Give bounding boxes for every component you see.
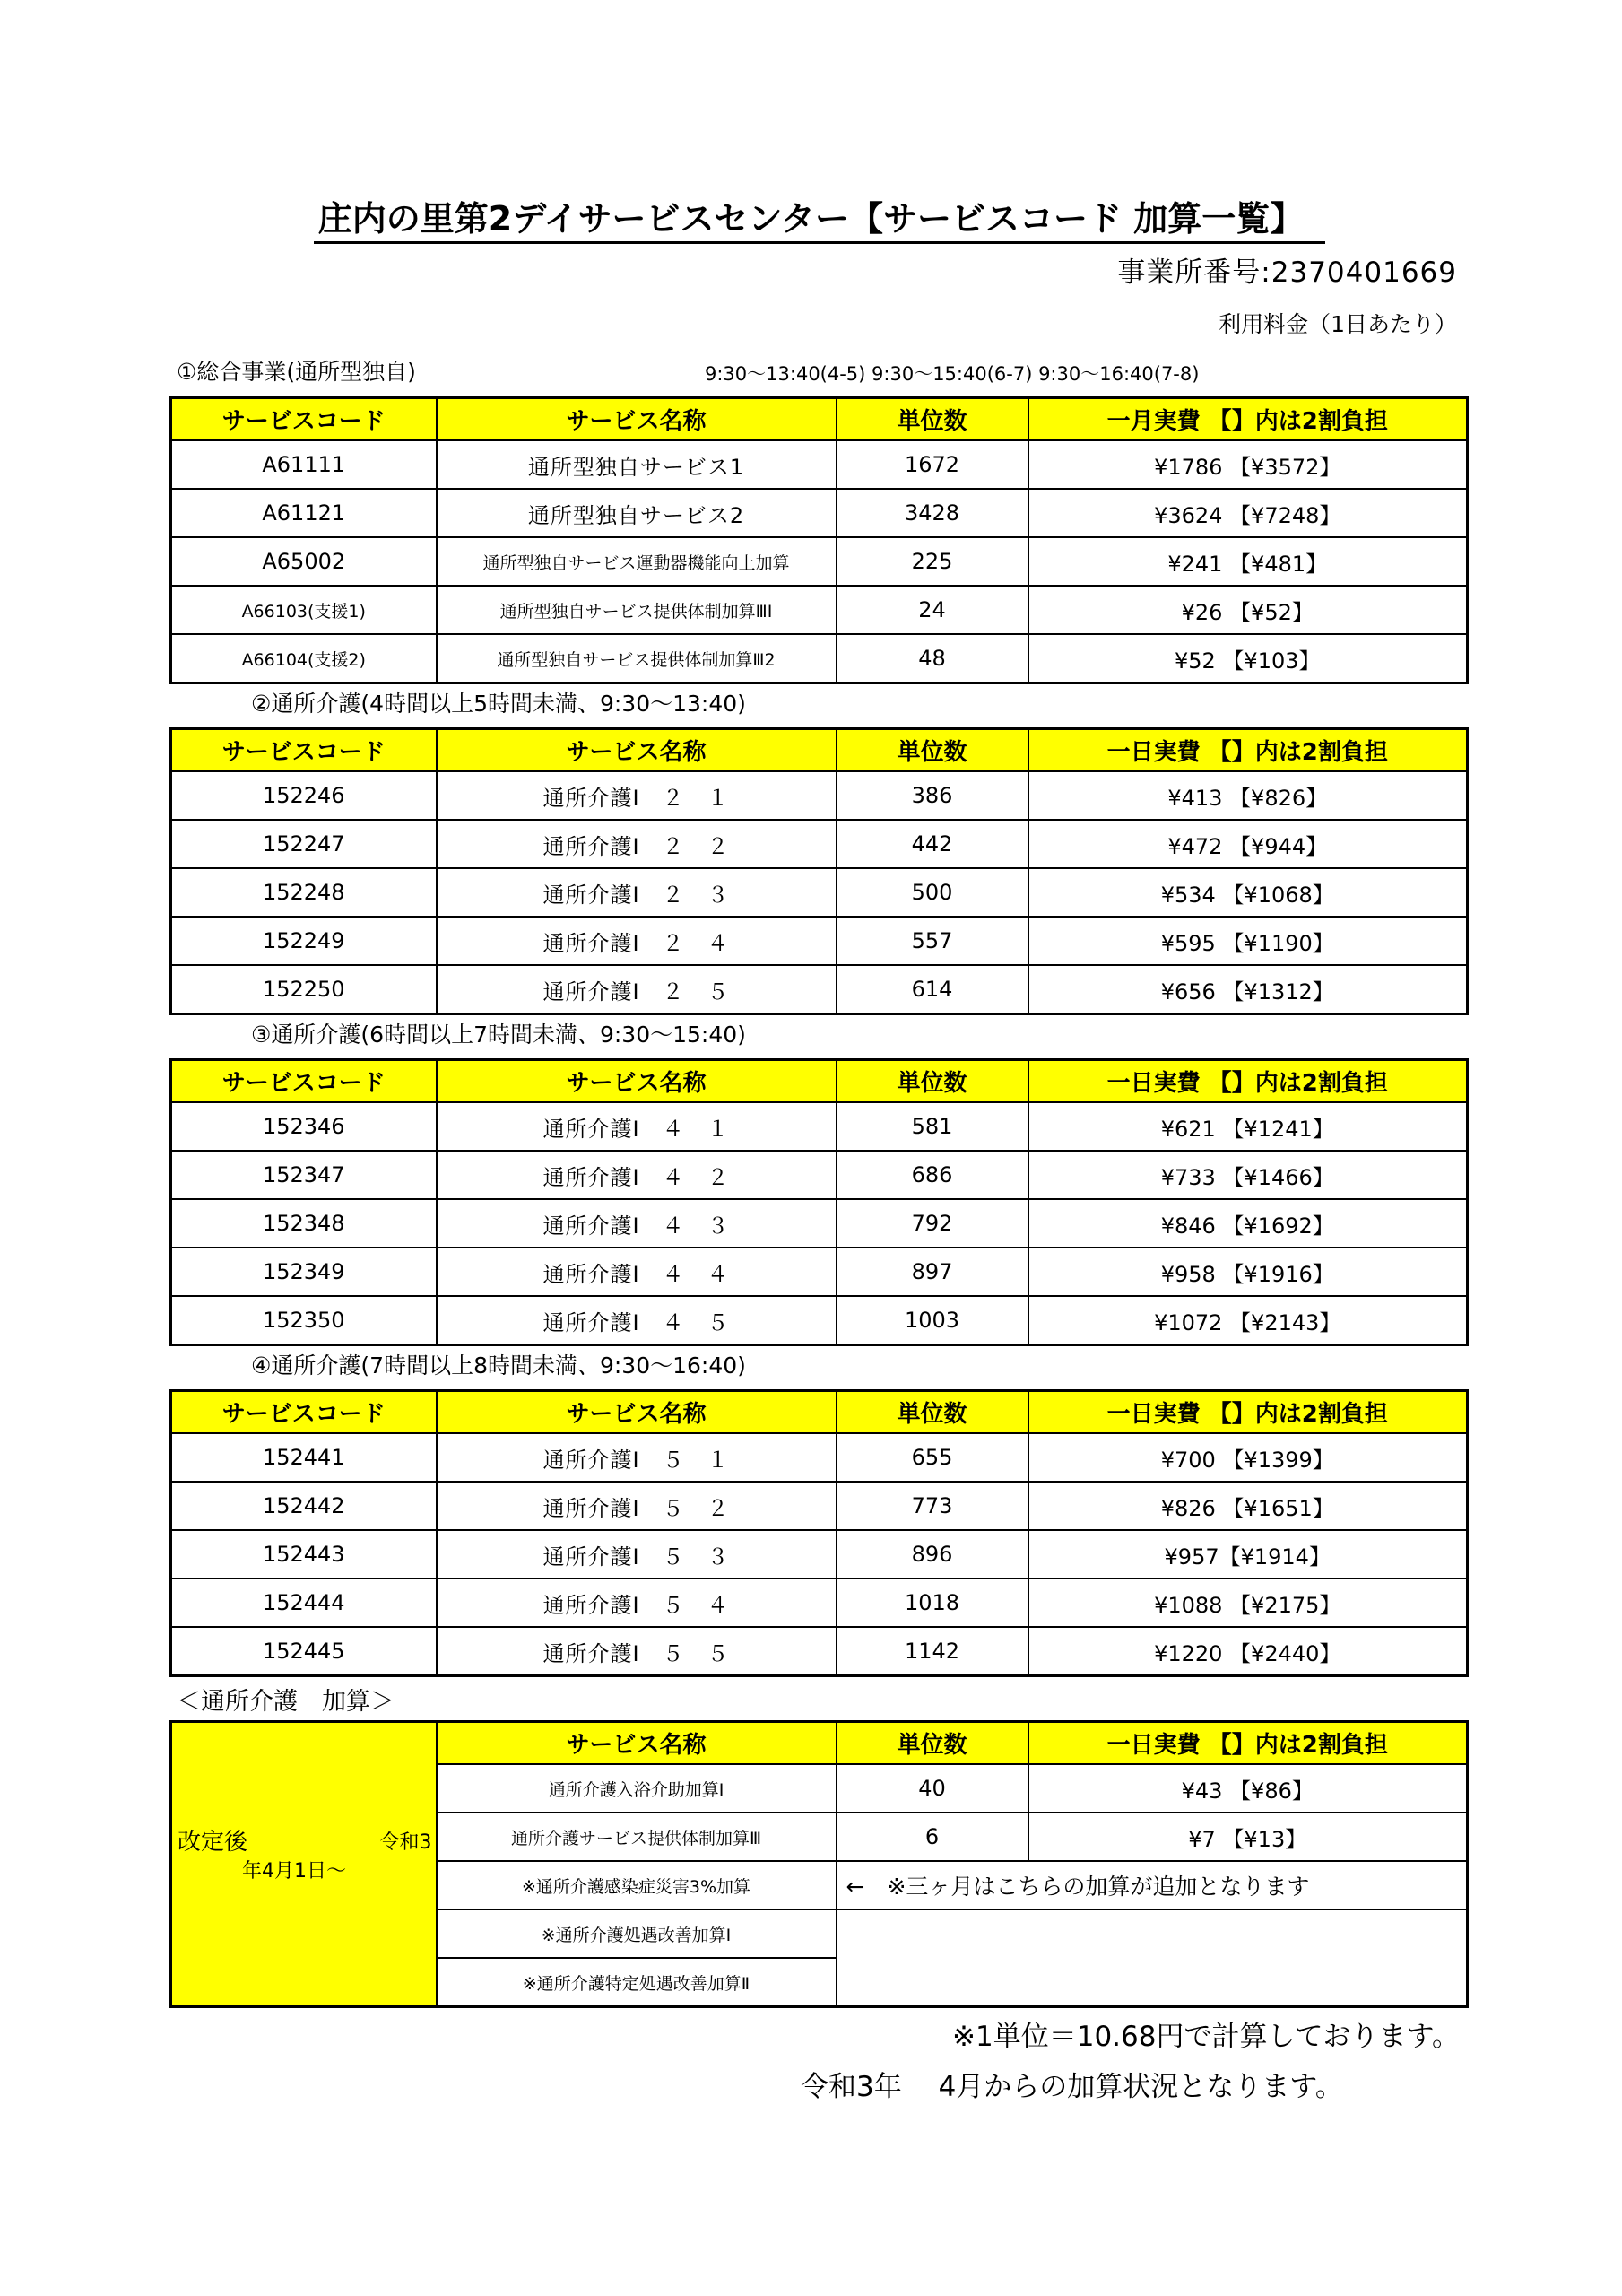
- service-name: ※通所介護処遇改善加算Ⅰ: [437, 1909, 837, 1958]
- cost: ¥1088 【¥2175】: [1028, 1578, 1468, 1627]
- units: 24: [837, 586, 1028, 634]
- revision-date: 年4月1日～: [242, 1860, 346, 1883]
- title-underline: [314, 241, 1325, 244]
- units: 48: [837, 634, 1028, 683]
- units: 773: [837, 1482, 1028, 1530]
- units: 686: [837, 1151, 1028, 1199]
- units: 40: [837, 1764, 1028, 1813]
- units: 386: [837, 771, 1028, 820]
- table-row: [171, 868, 1468, 917]
- header-units: 単位数: [837, 729, 1028, 772]
- table-row: [171, 917, 1468, 965]
- section-3-label: ③通所介護(6時間以上7時間未満、9:30～15:40): [251, 1022, 746, 1048]
- units: 1142: [837, 1627, 1028, 1676]
- service-name: 通所介護Ⅰ ４ ３: [437, 1199, 837, 1248]
- cost: ¥52 【¥103】: [1028, 634, 1468, 683]
- cost: ¥595 【¥1190】: [1028, 917, 1468, 965]
- service-name: 通所型独自サービス運動器機能向上加算: [437, 537, 837, 586]
- service-name: 通所介護Ⅰ ５ １: [437, 1433, 837, 1482]
- service-code: 152350: [171, 1296, 437, 1345]
- page-title: 庄内の里第2デイサービスセンター【サービスコード 加算一覧】: [317, 199, 1305, 239]
- service-name: 通所介護入浴介助加算Ⅰ: [437, 1764, 837, 1813]
- revision-label: 改定後: [178, 1829, 248, 1856]
- header-cost: 一月実費 【】内は2割負担: [1028, 398, 1468, 441]
- cost: ¥1072 【¥2143】: [1028, 1296, 1468, 1345]
- service-code: 152347: [171, 1151, 437, 1199]
- cost: ¥241 【¥481】: [1028, 537, 1468, 586]
- service-code: A61121: [171, 489, 437, 537]
- cost: ¥472 【¥944】: [1028, 820, 1468, 868]
- table-row: [171, 1627, 1468, 1676]
- section-1-hours: 9:30～13:40(4-5) 9:30～15:40(6-7) 9:30～16:40(7-8): [705, 363, 1200, 385]
- section-4-table: [169, 1389, 1469, 1677]
- header-service-code: サービスコード: [171, 1391, 437, 1434]
- service-name: 通所介護Ⅰ ４ ４: [437, 1248, 837, 1296]
- service-name: 通所介護Ⅰ ５ ３: [437, 1530, 837, 1578]
- service-code: A65002: [171, 537, 437, 586]
- service-name: 通所介護Ⅰ ４ ５: [437, 1296, 837, 1345]
- cost: ¥826 【¥1651】: [1028, 1482, 1468, 1530]
- office-number: 事業所番号:2370401669: [1117, 257, 1457, 289]
- table-row: [171, 820, 1468, 868]
- service-code: A66104(支援2): [171, 634, 437, 683]
- units: 1018: [837, 1578, 1028, 1627]
- revision-cell: [171, 1722, 437, 2007]
- service-name: 通所介護Ⅰ ２ ４: [437, 917, 837, 965]
- units: 655: [837, 1433, 1028, 1482]
- service-code: 152348: [171, 1199, 437, 1248]
- table-row: [171, 771, 1468, 820]
- service-name: 通所介護Ⅰ ２ １: [437, 771, 837, 820]
- service-name: 通所介護Ⅰ ４ １: [437, 1102, 837, 1151]
- units: 1672: [837, 440, 1028, 489]
- units: 500: [837, 868, 1028, 917]
- cost: ¥700 【¥1399】: [1028, 1433, 1468, 1482]
- section-2-table: [169, 727, 1469, 1015]
- service-name: ※通所介護特定処遇改善加算Ⅱ: [437, 1958, 837, 2007]
- service-name: 通所型独自サービス2: [437, 489, 837, 537]
- header-units: 単位数: [837, 1722, 1028, 1765]
- header-service-code: サービスコード: [171, 729, 437, 772]
- section-1-table: [169, 396, 1469, 684]
- table-row: [171, 537, 1468, 586]
- service-name: ※通所介護感染症災害3%加算: [437, 1861, 837, 1909]
- table-row: [171, 1530, 1468, 1578]
- service-code: 152247: [171, 820, 437, 868]
- header-service-name: サービス名称: [437, 1391, 837, 1434]
- service-code: 152441: [171, 1433, 437, 1482]
- service-name: 通所型独自サービス1: [437, 440, 837, 489]
- units: 1003: [837, 1296, 1028, 1345]
- header-service-code: サービスコード: [171, 398, 437, 441]
- service-code: 152444: [171, 1578, 437, 1627]
- header-cost: 一日実費 【】内は2割負担: [1028, 729, 1468, 772]
- service-code: 152346: [171, 1102, 437, 1151]
- cost: ¥534 【¥1068】: [1028, 868, 1468, 917]
- table-row: [171, 1151, 1468, 1199]
- service-name: 通所介護Ⅰ ２ ２: [437, 820, 837, 868]
- table-row: [171, 1199, 1468, 1248]
- table-row: [171, 634, 1468, 683]
- service-name: 通所介護Ⅰ ５ ５: [437, 1627, 837, 1676]
- service-code: 152442: [171, 1482, 437, 1530]
- table-row: [171, 1578, 1468, 1627]
- units: 792: [837, 1199, 1028, 1248]
- service-code: A61111: [171, 440, 437, 489]
- table-row: [171, 1296, 1468, 1345]
- table-row: [171, 1102, 1468, 1151]
- units: 614: [837, 965, 1028, 1014]
- header-cost: 一日実費 【】内は2割負担: [1028, 1060, 1468, 1103]
- units: 3428: [837, 489, 1028, 537]
- units: 557: [837, 917, 1028, 965]
- units: 896: [837, 1530, 1028, 1578]
- table-row: [171, 586, 1468, 634]
- cost: ¥656 【¥1312】: [1028, 965, 1468, 1014]
- cost: ¥26 【¥52】: [1028, 586, 1468, 634]
- section-4-label: ④通所介護(7時間以上8時間未満、9:30～16:40): [251, 1352, 746, 1378]
- cost: ¥3624 【¥7248】: [1028, 489, 1468, 537]
- service-name: 通所介護サービス提供体制加算Ⅲ: [437, 1813, 837, 1861]
- section-1-label: ①総合事業(通所型独自): [177, 359, 416, 385]
- table-row: [171, 1482, 1468, 1530]
- empty-cell: [837, 1909, 1468, 2007]
- table-row: [171, 440, 1468, 489]
- service-code: 152349: [171, 1248, 437, 1296]
- cost: ¥7 【¥13】: [1028, 1813, 1468, 1861]
- service-name: 通所介護Ⅰ ５ ４: [437, 1578, 837, 1627]
- service-code: 152445: [171, 1627, 437, 1676]
- table-row: [171, 1433, 1468, 1482]
- cost: ¥1786 【¥3572】: [1028, 440, 1468, 489]
- cost: ¥733 【¥1466】: [1028, 1151, 1468, 1199]
- service-name: 通所介護Ⅰ ４ ２: [437, 1151, 837, 1199]
- service-code: 152246: [171, 771, 437, 820]
- unit-note: ※1単位＝10.68円で計算しております。: [952, 2021, 1460, 2053]
- header-service-name: サービス名称: [437, 398, 837, 441]
- units: 897: [837, 1248, 1028, 1296]
- service-name: 通所型独自サービス提供体制加算ⅢⅠ: [437, 586, 837, 634]
- cost: ¥957【¥1914】: [1028, 1530, 1468, 1578]
- cost: ¥413 【¥826】: [1028, 771, 1468, 820]
- table-row: [171, 965, 1468, 1014]
- units: 581: [837, 1102, 1028, 1151]
- cost: ¥958 【¥1916】: [1028, 1248, 1468, 1296]
- addon-note: ← ※三ヶ月はこちらの加算が追加となります: [837, 1861, 1468, 1909]
- service-name: 通所介護Ⅰ ２ ５: [437, 965, 837, 1014]
- section-2-label: ②通所介護(4時間以上5時間未満、9:30～13:40): [251, 691, 746, 717]
- header-units: 単位数: [837, 398, 1028, 441]
- header-units: 単位数: [837, 1060, 1028, 1103]
- addon-table: [169, 1720, 1469, 2008]
- units: 6: [837, 1813, 1028, 1861]
- table-row: [171, 489, 1468, 537]
- status-note: 令和3年 4月からの加算状況となります。: [801, 2071, 1343, 2103]
- units: 225: [837, 537, 1028, 586]
- units: 442: [837, 820, 1028, 868]
- revision-era: 令和3: [379, 1831, 432, 1854]
- service-name: 通所介護Ⅰ ５ ２: [437, 1482, 837, 1530]
- service-code: A66103(支援1): [171, 586, 437, 634]
- service-code: 152249: [171, 917, 437, 965]
- service-code: 152443: [171, 1530, 437, 1578]
- cost: ¥1220 【¥2440】: [1028, 1627, 1468, 1676]
- service-name: 通所介護Ⅰ ２ ３: [437, 868, 837, 917]
- service-name: 通所型独自サービス提供体制加算Ⅲ2: [437, 634, 837, 683]
- section-3-table: [169, 1058, 1469, 1346]
- header-units: 単位数: [837, 1391, 1028, 1434]
- header-cost: 一日実費 【】内は2割負担: [1028, 1391, 1468, 1434]
- header-cost: 一日実費 【】内は2割負担: [1028, 1722, 1468, 1765]
- header-service-code: サービスコード: [171, 1060, 437, 1103]
- service-code: 152250: [171, 965, 437, 1014]
- header-service-name: サービス名称: [437, 729, 837, 772]
- service-code: 152248: [171, 868, 437, 917]
- table-row: [171, 1248, 1468, 1296]
- header-service-name: サービス名称: [437, 1060, 837, 1103]
- cost: ¥621 【¥1241】: [1028, 1102, 1468, 1151]
- cost: ¥846 【¥1692】: [1028, 1199, 1468, 1248]
- cost: ¥43 【¥86】: [1028, 1764, 1468, 1813]
- header-service-name: サービス名称: [437, 1722, 837, 1765]
- addon-label: ＜通所介護 加算＞: [177, 1688, 395, 1716]
- fee-note: 利用料金（1日あたり）: [1219, 311, 1457, 337]
